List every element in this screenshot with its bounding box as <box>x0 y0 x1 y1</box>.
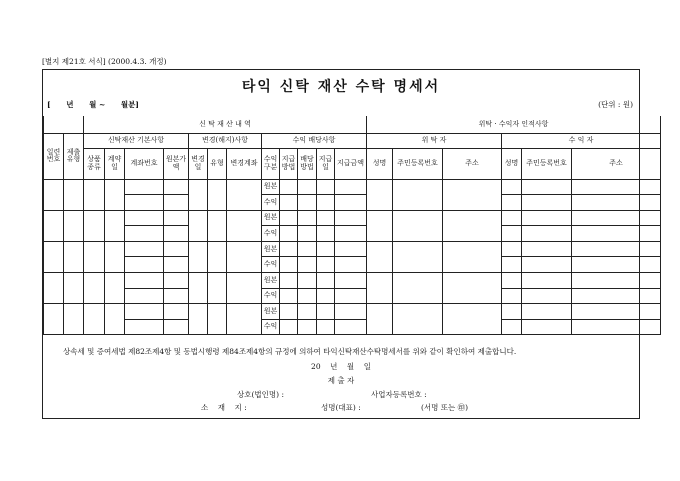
row-kind-profit: 수익 <box>262 319 280 335</box>
col-product-type: 상품종류 <box>84 148 105 179</box>
col-beneficiary-rrn: 주민등록번호 <box>522 148 572 179</box>
row-kind-profit: 수익 <box>262 288 280 304</box>
col-beneficiary-address: 주소 <box>572 148 661 179</box>
col-contract-date: 계약일 <box>105 148 125 179</box>
table-row <box>44 288 661 304</box>
table-row <box>44 226 661 242</box>
table-row <box>44 210 661 226</box>
col-change-account: 변경계좌 <box>227 148 262 179</box>
table-row <box>44 257 661 273</box>
form-label: [별지 제21호 서식] (2000.4.3. 개정) <box>42 57 167 66</box>
table-row <box>44 319 661 335</box>
statement-form <box>42 69 640 419</box>
form-title: 타익 신탁 재산 수탁 명세서 <box>241 79 441 95</box>
header-trust-details: 신 탁 재 산 내 역 <box>84 116 367 133</box>
row-kind-principal: 원본 <box>262 179 280 195</box>
table-row <box>44 304 661 320</box>
col-entruster-name: 성명 <box>367 148 393 179</box>
header-serial: 일련번호 <box>44 133 64 179</box>
sign-label: (서명 또는 ㊞) <box>421 403 469 412</box>
address-label: 소 재 지 : <box>201 403 247 412</box>
trust-table <box>43 116 661 335</box>
col-pay-method: 지급방법 <box>280 148 298 179</box>
header-basic: 신탁재산 기본사항 <box>84 133 189 148</box>
reporting-period: [ 년 월 ~ 월분] <box>47 100 139 109</box>
header-beneficiary: 수 익 자 <box>502 133 661 148</box>
col-profit-kind: 수익구분 <box>262 148 280 179</box>
col-beneficiary-name: 성명 <box>502 148 522 179</box>
header-submit-type: 제출유형 <box>64 133 84 179</box>
col-principal-value: 원본가액 <box>164 148 189 179</box>
submitter-label: 제 출 자 <box>327 376 355 385</box>
table-row <box>44 241 661 257</box>
row-kind-principal: 원본 <box>262 210 280 226</box>
header-change: 변경(해지)사항 <box>189 133 262 148</box>
confirmation-statement: 상속세 및 증여세법 제82조제4항 및 동법시행령 제84조제4항의 규정에 의하여 타익신탁재산수탁명세서를 위와 같이 확인하여 제출합니다. <box>63 347 517 356</box>
trade-name-label: 상호(법인명) : <box>237 390 284 399</box>
row-kind-principal: 원본 <box>262 273 280 289</box>
col-change-type: 유형 <box>208 148 227 179</box>
row-kind-profit: 수익 <box>262 257 280 273</box>
header-entruster: 위 탁 자 <box>367 133 502 148</box>
biz-reg-no-label: 사업자등록번호 : <box>371 390 427 399</box>
col-entruster-rrn: 주민등록번호 <box>393 148 443 179</box>
col-pay-amount: 지급금액 <box>335 148 367 179</box>
col-change-date: 변경일 <box>189 148 208 179</box>
col-pay-date: 지급일 <box>317 148 335 179</box>
table-row <box>44 273 661 289</box>
unit-label: (단위 : 원) <box>598 100 633 109</box>
header-entrust-info: 위탁 · 수익자 인적사항 <box>367 116 661 133</box>
header-profit: 수익 배당사항 <box>262 133 367 148</box>
row-kind-principal: 원본 <box>262 241 280 257</box>
col-dividend-method: 배당방법 <box>298 148 317 179</box>
submission-date: 20 년 월 일 <box>311 362 371 371</box>
table-row <box>44 179 661 195</box>
row-kind-profit: 수익 <box>262 226 280 242</box>
col-entruster-address: 주소 <box>443 148 502 179</box>
col-account-no: 계좌번호 <box>125 148 164 179</box>
table-row <box>44 195 661 211</box>
rep-name-label: 성명(대표) : <box>321 403 361 412</box>
row-kind-principal: 원본 <box>262 304 280 320</box>
row-kind-profit: 수익 <box>262 195 280 211</box>
